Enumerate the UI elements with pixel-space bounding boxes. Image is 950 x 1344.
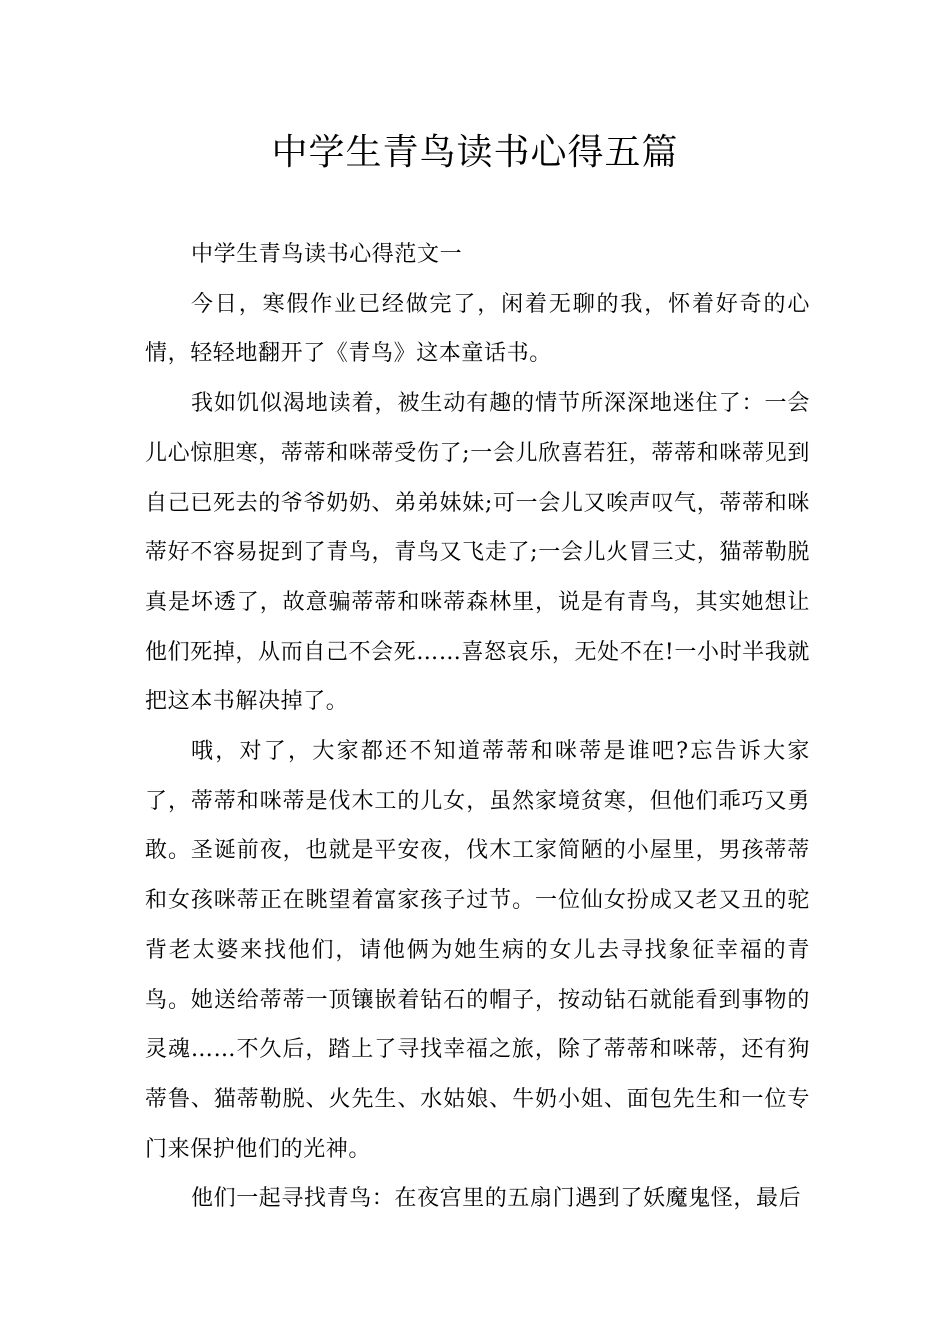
section-heading: 中学生青鸟读书心得范文一: [191, 242, 463, 267]
paragraph-1: 今日，寒假作业已经做完了，闲着无聊的我，怀着好奇的心情，轻轻地翻开了《青鸟》这本童话书。: [145, 291, 810, 367]
paragraph-2: 我如饥似渴地读着，被生动有趣的情节所深深地迷住了：一会儿心惊胆寒，蒂蒂和咪蒂受伤了;一会儿欣喜若狂，蒂蒂和咪蒂见到自己已死去的爷爷奶奶、弟弟妹妹;可一会儿又唉声叹气，蒂蒂和咪蒂好不容易捉到了青鸟，青鸟又飞走了;一会儿火冒三丈，猫蒂勒脱真是坏透了，故意骗蒂蒂和咪蒂森林里，说是有青鸟，其实她想让他们死掉，从而自己不会死……喜怒哀乐，无处不在!一小时半我就把这本书解决掉了。: [145, 391, 810, 715]
paragraph-3: 哦，对了，大家都还不知道蒂蒂和咪蒂是谁吧?忘告诉大家了，蒂蒂和咪蒂是伐木工的儿女，虽然家境贫寒，但他们乖巧又勇敢。圣诞前夜，也就是平安夜，伐木工家简陋的小屋里，男孩蒂蒂和女孩咪蒂正在眺望着富家孩子过节。一位仙女扮成又老又丑的驼背老太婆来找他们，请他俩为她生病的女儿去寻找象征幸福的青鸟。她送给蒂蒂一顶镶嵌着钻石的帽子，按动钻石就能看到事物的灵魂……不久后，踏上了寻找幸福之旅，除了蒂蒂和咪蒂，还有狗蒂鲁、猫蒂勒脱、火先生、水姑娘、牛奶小姐、面包先生和一位专门来保护他们的光神。: [145, 739, 810, 1162]
document-title: 中学生青鸟读书心得五篇: [271, 132, 679, 173]
document-body: [145, 230, 810, 1224]
paragraph-4: 他们一起寻找青鸟：在夜宫里的五扇门遇到了妖魔鬼怪，最后: [191, 1186, 802, 1212]
